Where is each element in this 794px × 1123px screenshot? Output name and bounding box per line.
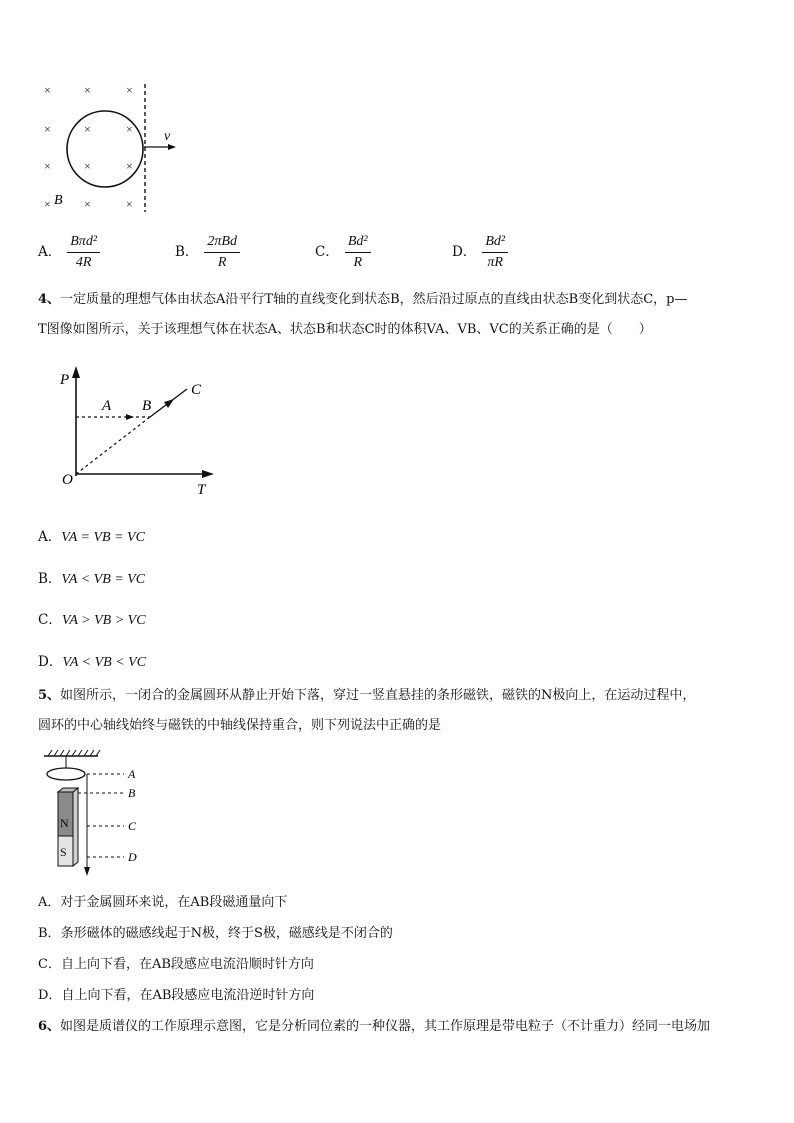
option-letter: B． (38, 926, 61, 941)
q5-option-c[interactable] (38, 955, 314, 975)
option-fraction (482, 234, 508, 271)
question-text: 圆环的中心轴线始终与磁铁的中轴线保持重合，则下列说法中正确的是 (38, 718, 442, 733)
q4-option-a[interactable] (38, 525, 145, 546)
level-c-label: C (128, 819, 137, 833)
q4-pt-graph (56, 364, 226, 499)
option-expression: VA < VB = VC (61, 572, 146, 587)
q4-option-b[interactable] (38, 567, 145, 588)
q4-option-c[interactable] (38, 608, 146, 629)
question-number: 4、 (38, 292, 61, 307)
option-letter: B． (175, 244, 199, 260)
p-axis-arrowhead (72, 366, 80, 378)
option-text: 条形磁体的磁感线起于N极，终于S极，磁感线是不闭合的 (60, 926, 393, 941)
field-cross: × (126, 83, 133, 97)
q5-stem-line2 (38, 716, 441, 736)
q5-option-a[interactable] (38, 893, 287, 913)
question-text: 如图所示，一闭合的金属圆环从静止开始下落，穿过一竖直悬挂的条形磁铁，磁铁的N极向上，在运动过程中， (60, 688, 696, 703)
q5-magnet-figure (40, 748, 150, 880)
q6-stem-line1 (38, 1017, 710, 1037)
velocity-label: v (164, 129, 171, 144)
option-letter: B． (38, 571, 62, 587)
metal-ring (47, 768, 85, 780)
point-c-label: C (191, 382, 202, 398)
option-letter: C． (38, 957, 61, 972)
question-number: 6、 (38, 1019, 61, 1034)
field-cross: × (84, 122, 91, 136)
option-fraction (345, 234, 371, 271)
field-label: B (54, 193, 63, 208)
magnet-side (73, 788, 78, 866)
fraction-numerator: Bd² (482, 234, 508, 253)
option-letter: A． (38, 895, 61, 910)
origin-label: O (62, 472, 73, 488)
q3-option-a[interactable] (38, 234, 100, 271)
option-text: 自上向下看，在AB段感应电流沿顺时针方向 (60, 957, 314, 972)
field-cross: × (44, 197, 51, 211)
option-letter: A． (38, 529, 62, 545)
q3-figure (36, 78, 186, 218)
fraction-numerator: Bd² (345, 234, 371, 253)
q5-option-b[interactable] (38, 924, 393, 944)
t-axis-arrowhead (202, 470, 214, 478)
option-letter: C． (315, 244, 339, 260)
question-number: 5、 (38, 688, 61, 703)
option-expression: VA = VB = VC (61, 530, 145, 545)
option-text: 对于金属圆环来说，在AB段磁通量向下 (60, 895, 288, 910)
axis-label-t: T (197, 482, 206, 498)
fraction-numerator: Bπd² (67, 234, 100, 253)
fraction-numerator: 2πBd (204, 234, 240, 253)
option-fraction (67, 234, 100, 271)
q5-stem-line1 (38, 686, 695, 706)
fall-arrowhead (84, 867, 90, 876)
question-text: T图像如图所示，关于该理想气体在状态A、状态B和状态C时的体积VA、VB、VC的关系正确的是（ ） (38, 322, 652, 337)
option-text: 自上向下看，在AB段感应电流沿逆时针方向 (61, 988, 315, 1003)
level-a-label: A (128, 767, 136, 781)
field-cross: × (126, 122, 133, 136)
axis-label-p: P (60, 372, 70, 388)
field-cross: × (44, 83, 51, 97)
origin-dashed-line (76, 417, 150, 474)
fraction-denominator: 4R (75, 255, 92, 270)
option-expression: VA > VB > VC (61, 613, 146, 628)
option-letter: C． (38, 612, 62, 628)
level-b-label: B (128, 786, 136, 800)
n-pole-label: N (60, 816, 69, 830)
metal-loop (67, 111, 143, 187)
option-expression: VA < VB < VC (62, 655, 147, 670)
option-letter: A． (38, 244, 62, 260)
option-fraction (204, 234, 240, 271)
q3-option-c[interactable] (315, 234, 371, 271)
point-b-label: B (142, 398, 152, 414)
bc-arrowhead (164, 399, 174, 408)
q4-stem-line1 (38, 290, 687, 310)
field-cross: × (126, 197, 133, 211)
field-cross: × (84, 197, 91, 211)
point-a-label: A (102, 398, 112, 414)
field-cross: × (44, 159, 51, 173)
option-letter: D． (38, 988, 62, 1003)
question-text: 一定质量的理想气体由状态A沿平行T轴的直线变化到状态B，然后沿过原点的直线由状态B变化到状态C，p— (60, 292, 688, 307)
q4-option-d[interactable] (38, 650, 146, 671)
field-cross: × (84, 83, 91, 97)
option-letter: D． (452, 244, 477, 260)
q5-option-d[interactable] (38, 986, 314, 1006)
fraction-denominator: R (217, 255, 227, 270)
q4-stem-line2 (38, 320, 652, 340)
velocity-arrowhead (168, 144, 176, 150)
field-cross: × (84, 159, 91, 173)
field-cross: × (44, 122, 51, 136)
ab-arrowhead (126, 414, 134, 420)
fraction-denominator: R (353, 255, 362, 270)
field-cross: × (126, 159, 133, 173)
fraction-denominator: πR (487, 255, 503, 270)
question-text: 如图是质谱仪的工作原理示意图，它是分析同位素的一种仪器，其工作原理是带电粒子（不计重力）经同一电场加 (60, 1019, 711, 1034)
q3-option-b[interactable] (175, 234, 240, 271)
option-letter: D． (38, 654, 63, 670)
s-pole-label: S (60, 845, 67, 859)
level-d-label: D (128, 850, 137, 864)
q3-option-d[interactable] (452, 234, 508, 271)
